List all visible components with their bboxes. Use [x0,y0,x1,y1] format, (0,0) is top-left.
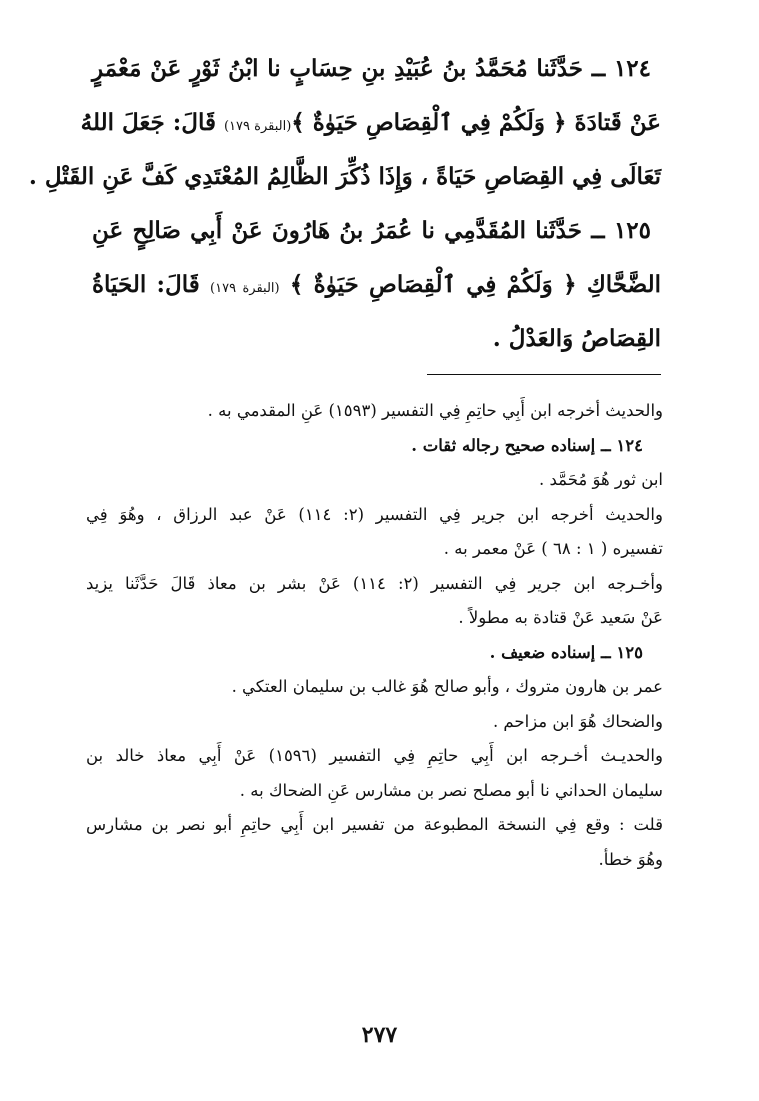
note-line-1: والحديث أخرجه ابن أَبِي حاتِمِ فِي التفسير (١٥٩٣) عَنِ المقدمي به . [207,401,663,420]
hadith-124-line-3: تَعَالَى فِي القِصَاصِ حَيَاةً ، وَإِذَا ذُكِّرَ الظَّالِمُ المُعْتَدِي كَفَّ عَنِ القَتْلِ . [28,163,661,190]
hadith-124-line-2 [80,96,661,150]
note-line-12: سليمان الحداني نا أبو مصلح نصر بن مشارس عَنِ الضحاك به . [239,780,663,800]
note-line-3: ابن ثور هُوَ مُحَمَّد . [539,470,663,489]
note-line-9: عمر بن هارون متروك ، وأبو صالح هُوَ غالب بن سليمان العتكي . [231,677,663,696]
hadith-125-line-2-end: قَالَ: الحَيَاةُ [92,271,211,298]
hadith-124 [28,42,661,204]
note-line-10: والضحاك هُوَ ابن مزاحم . [492,711,663,731]
footnote-separator [427,374,661,375]
hadith-125-line-2 [92,258,661,312]
note-line-2: ١٢٤ ــ إسناده صحيح رجاله ثقات . [411,435,643,455]
note-line-4: والحديث أخرجه ابن جرير فِي التفسير (٢: ١١٤) عَنْ عبد الرزاق ، وهُوَ فِي [86,504,663,524]
hadith-124-line-2-end: قَالَ: جَعَلَ اللهُ [80,109,224,136]
hadith-125-line-1: ١٢٥ ــ حَدَّثَنا المُقَدَّمِي نا عُمَرُ بنُ هَارُونَ عَنْ أَبِي صَالِحٍ عَنِ [92,217,651,244]
hadith-125-line-3: القِصَاصُ وَالعَدْلُ . [492,325,661,352]
hadith-125 [92,204,661,366]
hadith-124-line-1: ١٢٤ ــ حَدَّثَنا مُحَمَّدُ بنُ عُبَيْدِ بنِ حِسَابٍ نا ابْنُ ثَوْرٍ عَنْ مَعْمَرٍ [92,55,651,82]
hadith-124-verse: عَنْ قَتادَةَ ﴿ وَلَكُمْ فِي ٱلْقِصَاصِ حَيَوٰةٌ ﴾ [291,109,661,136]
note-line-7: عَنْ سَعيد عَنْ قتادة به مطولاً . [458,608,663,627]
note-line-6: وأخـرجه ابن جرير فِي التفسير (٢: ١١٤) عَنْ بشر بن معاذ قَالَ حَدَّثَنا يزيد [86,573,663,593]
note-line-14: وهُوَ خطأ. [598,849,663,869]
note-line-5: تفسيره ( ١ : ٦٨ ) عَنْ معمر به . [443,539,663,558]
note-line-11: والحديـث أخـرجه ابن أَبِي حاتِمِ فِي التفسير (١٥٩٦) عَنْ أَبِي معاذ خالد بن [86,746,663,765]
main-text [28,42,661,366]
hadith-125-verse-ref: (البقرة ١٧٩) [210,281,280,296]
hadith-124-verse-ref: (البقرة ١٧٩) [223,119,292,134]
note-line-8: ١٢٥ ــ إسناده ضعيف . [489,642,643,662]
page-number: ٢٧٧ [361,1022,398,1048]
footnotes [86,394,663,877]
note-line-13: قلت : وقع فِي النسخة المطبوعة من تفسير ابن أَبِي حاتِمِ أبو نصر بن مشارس [86,815,663,834]
hadith-125-verse: الضَّحَّاكِ ﴿ وَلَكُمْ فِي ٱلْقِصَاصِ حَيَوٰةٌ ﴾ [289,271,661,298]
